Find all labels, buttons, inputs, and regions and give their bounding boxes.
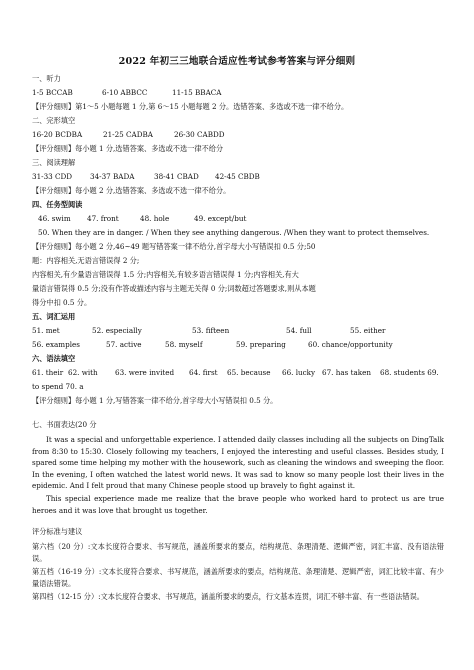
section-heading-cloze: 二、完形填空 (32, 116, 76, 125)
answer-item: 53. fifteen (192, 326, 230, 335)
answer-item: 65. because (227, 368, 271, 377)
answer-item: 66. lucky (282, 368, 316, 377)
answer-item: 68. students 69. (380, 368, 439, 377)
model-essay-paragraph: It was a special and unforgettable experience. I attended daily classes including all the subjects on DingTalk from 8:30 to 15:30. Closely following my teachers, I enjoyed the interesting and useful classes. Besides study, I spared some time helping my mother with the housework, such as cleaning the windows and sweeping the floor. In the evening, I often watched the latest world news. It was sad to know so many people lost their lives in the epidemic. And I felt proud that many Chinese people stood up bravely to fight against it. (32, 435, 444, 491)
page-title: 2022 年初三三地联合适应性考试参考答案与评分细则 (118, 56, 356, 67)
grading-tier: 第四档（12-15 分）:文本长度符合要求、书写规范，涵盖所要求的要点，行文基本连贯，词汇不够丰富、有一些语法错误。 (32, 592, 424, 601)
section-heading-reading: 三、阅读理解 (32, 158, 76, 167)
answer-item: 56. examples (32, 340, 80, 349)
answer-group: 6-10 ABBCC (102, 88, 148, 97)
answer-group: 21-25 CADBA (103, 130, 153, 139)
answer-group: 11-15 BBACA (172, 88, 222, 97)
answer-item: 64. first (189, 368, 218, 377)
answer-item: 54. full (286, 326, 312, 335)
grading-tier: 第五档（16-19 分）:文本长度符合要求、书写规范，涵盖所要求的要点，结构规范、条理清楚、逻辑严密，词汇比较丰富、有少量语法错误。 (32, 567, 444, 588)
answer-item: 55. either (350, 326, 386, 335)
task-reading-rule-line: 【评分细则】每小题 2 分,46~49 题写错答案一律不给分,首字母大小写错误扣 0.5 分;50 (32, 242, 316, 251)
answer-item: 51. met (32, 326, 60, 335)
grammar-answers-row (32, 369, 439, 376)
section-heading-grammar: 六、语法填空 (32, 354, 76, 363)
answer-group: 38-41 CBAD (154, 172, 199, 181)
vocabulary-answers-row (32, 327, 385, 334)
answer-group: 16-20 BCDBA (32, 130, 83, 139)
cloze-scoring-rule: 【评分细则】每小题 1 分,选错答案、多选或不选一律不给分 (32, 144, 224, 153)
section-heading-task-reading: 四、任务型阅读 (32, 200, 83, 209)
vocabulary-answers-row (32, 341, 393, 348)
grading-heading: 评分标准与建议 (32, 527, 83, 536)
answer-item: 52. especially (92, 326, 142, 335)
task-reading-rule-line: 得分中扣 0.5 分。 (32, 298, 92, 307)
cloze-answers (32, 131, 225, 138)
answer-group: 26-30 CABDD (174, 130, 225, 139)
reading-answers (32, 173, 260, 180)
answer-item: 47. front (87, 214, 119, 223)
answer-item: 49. except/but (194, 214, 247, 223)
task-reading-rule-line: 量语言错误得 0.5 分;没有作答或描述内容与主题无关得 0 分;词数超过答题要求,则从本题 (32, 284, 316, 293)
model-essay-paragraph: This special experience made me realize that the brave people who worked hard to protect us are true heroes and it was love that brought us together. (32, 494, 444, 515)
task-reading-rule-line: 题：内容相关,无语言错误得 2 分; (32, 256, 140, 265)
section-heading-listening: 一、听力 (32, 74, 61, 83)
answer-group: 34-37 BADA (90, 172, 135, 181)
grammar-scoring-rule: 【评分细则】每小题 1 分,写错答案一律不给分,首字母大小写错误扣 0.5 分。 (32, 396, 278, 405)
answer-item: 62. with (68, 368, 98, 377)
task-reading-rule-line: 内容相关,有少量语言错误得 1.5 分;内容相关,有较多语言错误得 1 分;内容相关,有大 (32, 270, 299, 279)
answer-item: 63. were invited (115, 368, 175, 377)
answer-group: 42-45 CBDB (215, 172, 260, 181)
answer-item: 59. preparing (236, 340, 286, 349)
grammar-answers-row: to spend 70. a (32, 382, 84, 391)
answer-item: 61. their (32, 368, 64, 377)
answer-item: 67. has taken (322, 368, 372, 377)
answer-group: 1-5 BCCAB (32, 88, 73, 97)
section-heading-writing: 七、书面表达(20 分 (32, 420, 97, 429)
answer-50: 50. When they are in danger. / When they see anything dangerous. /When they want to protect themselves. (38, 228, 430, 237)
grading-tier: 第六档（20 分）:文本长度符合要求、书写规范，涵盖所要求的要点，结构规范、条理清楚、逻辑严密，词汇丰富、没有语法错误。 (32, 542, 444, 563)
section-heading-vocabulary: 五、词汇运用 (32, 312, 76, 321)
answer-item: 58. myself (165, 340, 203, 349)
listening-scoring-rule: 【评分细则】第1～5 小题每题 1 分,第 6～15 小题每题 2 分。选错答案、多选或不选一律不给分。 (32, 102, 349, 111)
answer-item: 60. chance/opportunity (308, 340, 393, 349)
answer-item: 46. swim (38, 214, 71, 223)
answer-group: 31-33 CDD (32, 172, 73, 181)
answer-item: 48. hole (140, 214, 170, 223)
reading-scoring-rule: 【评分细则】每小题 2 分,选错答案、多选或不选一律不给分。 (32, 186, 231, 195)
answer-item: 57. active (106, 340, 142, 349)
task-reading-answers (38, 215, 246, 222)
listening-answers (32, 89, 221, 96)
